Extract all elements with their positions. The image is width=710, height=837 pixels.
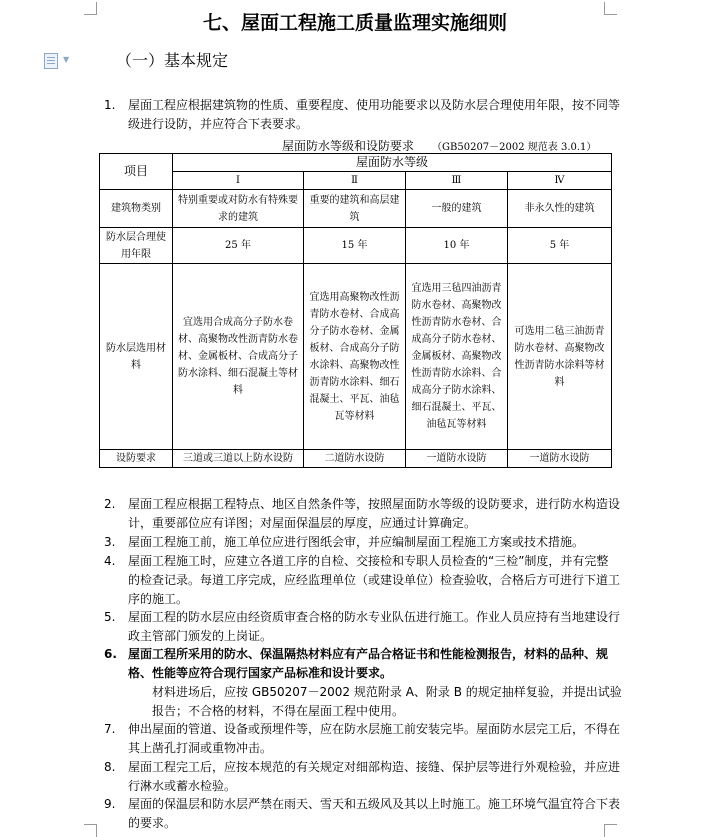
- page-title: 七、屋面工程施工质量监理实施细则: [202, 12, 507, 34]
- table-caption: [282, 137, 596, 154]
- dropdown-arrow-icon[interactable]: ▼: [63, 55, 70, 64]
- table-header-item: 项目: [100, 154, 173, 190]
- list-item-4: [104, 552, 620, 609]
- list-item-5: [104, 608, 620, 646]
- list-item-text: 屋面工程施工前，施工单位应进行图纸会审，并应编制屋面工程施工方案或技术措施。: [128, 535, 585, 549]
- list-item-text: 屋面工程施工时，应建立各道工序的自检、交接检和专职人员检查的“三检”制度，并有完整的检查记录。每道工序完成，应经监理单位（或建设单位）检查验收，合格后方可进行下道工序的施工。: [128, 554, 621, 606]
- table-cell: 10 年: [406, 228, 508, 264]
- list-item-8: [104, 758, 620, 796]
- table-header-level: Ⅲ: [406, 172, 508, 190]
- list-item-text: 屋面工程完工后，应按本规范的有关规定对细部构造、接缝、保护层等进行外观检验，并应进行淋水或蓄水检验。: [128, 760, 621, 793]
- table-cell: 重要的建筑和高层建筑: [304, 190, 406, 228]
- table-cell: 二道防水设防: [304, 450, 406, 468]
- list-item-3: [104, 533, 620, 552]
- list-item-text: 屋面工程应根据工程特点、地区自然条件等，按照屋面防水等级的设防要求，进行防水构造设计，重要部位应有详图；对屋面保温层的厚度，应通过计算确定。: [128, 497, 621, 530]
- table-caption-standard: （GB50207－2002 规范表 3.0.1）: [432, 142, 597, 153]
- table-row-label: 防水层合理使用年限: [100, 228, 173, 264]
- list-item-text: 屋面工程应根据建筑物的性质、重要程度、使用功能要求以及防水层合理使用年限，按不同等级进行设防，并应符合下表要求。: [128, 98, 621, 131]
- table-cell: 25 年: [173, 228, 304, 264]
- table-caption-title: 屋面防水等级和设防要求: [282, 139, 415, 153]
- table-cell: 可选用二毡三油沥青防水卷材、高聚物改性沥青防水涂料等材料: [508, 264, 612, 450]
- list-item-number: 7.: [104, 722, 116, 736]
- list-item-2: [104, 495, 620, 533]
- document-icon[interactable]: [44, 53, 58, 69]
- list-item-text: 屋面工程的防水层应由经资质审查合格的防水专业队伍进行施工。作业人员应持有当地建设行政主管部门颁发的上岗证。: [128, 610, 621, 643]
- table-header-level: Ⅰ: [173, 172, 304, 190]
- list-item-6: [104, 645, 620, 683]
- section-heading: （一）基本规定: [116, 51, 229, 70]
- list-item-number: 5.: [104, 610, 116, 624]
- list-item-text: 屋面的保温层和防水层严禁在雨天、雪天和五级风及其以上时施工。施工环境气温宜符合下表的要求。: [128, 797, 621, 830]
- table-cell: 特别重要或对防水有特殊要求的建筑: [173, 190, 304, 228]
- list-item-text: 屋面工程所采用的防水、保温隔热材料应有产品合格证书和性能检测报告，材料的品种、规格、性能等应符合现行国家产品标准和设计要求。: [128, 647, 609, 680]
- table-cell: 宜选用合成高分子防水卷材、高聚物改性沥青防水卷材、金属板材、合成高分子防水涂料、细石混凝土等材料: [173, 264, 304, 450]
- table-cell: 宜选用高聚物改性沥青防水卷材、合成高分子防水卷材、金属板材、合成高分子防水涂料、高聚物改性沥青防水涂料、细石混凝土、平瓦、油毡瓦等材料: [304, 264, 406, 450]
- table-cell: 三道或三道以上防水设防: [173, 450, 304, 468]
- list-item-number: 6.: [104, 647, 117, 661]
- table-header-level: Ⅱ: [304, 172, 406, 190]
- table-row-label: 设防要求: [100, 450, 173, 468]
- table-header-level: Ⅳ: [508, 172, 612, 190]
- list-item-7: [104, 720, 620, 758]
- table-row-label: 建筑物类别: [100, 190, 173, 228]
- table-header-group: 屋面防水等级: [173, 154, 612, 172]
- table-cell: 宜选用三毡四油沥青防水卷材、高聚物改性沥青防水卷材、合成高分子防水卷材、金属板材、高聚物改性沥青防水涂料、合成高分子防水涂料、细石混凝土、平瓦、油毡瓦等材料: [406, 264, 508, 450]
- table-cell: 非永久性的建筑: [508, 190, 612, 228]
- item-6-note: 材料进场后，应按 GB50207－2002 规范附录 A、附录 B 的规定抽样复验，并提出试验报告；不合格的材料，不得在屋面工程中使用。: [152, 685, 622, 718]
- list-item-number: 2.: [104, 497, 116, 511]
- table-cell: 15 年: [304, 228, 406, 264]
- list-item-9: [104, 795, 620, 833]
- list-item-number: 8.: [104, 760, 116, 774]
- list-item-text: 伸出屋面的管道、设备或预埋件等，应在防水层施工前安装完毕。屋面防水层完工后，不得在其上凿孔打洞或重物冲击。: [128, 722, 621, 755]
- table-cell: 5 年: [508, 228, 612, 264]
- table-row-label: 防水层选用材料: [100, 264, 173, 450]
- margin-corner-bottom-left: [84, 824, 97, 837]
- table-cell: 一道防水设防: [508, 450, 612, 468]
- list-item-1: [104, 96, 620, 134]
- list-item-number: 3.: [104, 535, 116, 549]
- waterproof-level-table: [99, 153, 612, 468]
- table-cell: 一道防水设防: [406, 450, 508, 468]
- list-item-number: 1.: [104, 98, 116, 112]
- table-cell: 一般的建筑: [406, 190, 508, 228]
- list-item-number: 9.: [104, 797, 116, 811]
- list-item-number: 4.: [104, 554, 116, 568]
